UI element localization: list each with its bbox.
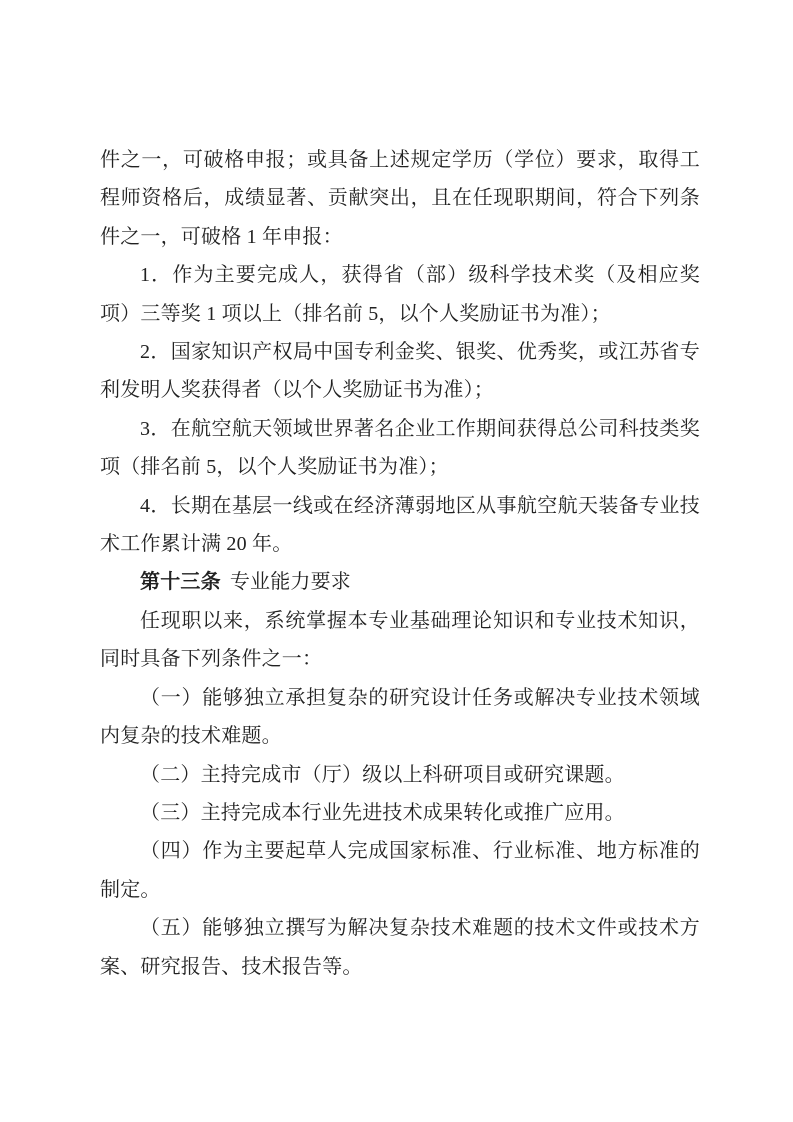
clause-item-5: （五）能够独立撰写为解决复杂技术难题的技术文件或技术方案、研究报告、技术报告等。 — [100, 917, 700, 978]
continuation-paragraph: 件之一，可破格申报；或具备上述规定学历（学位）要求，取得工程师资格后，成绩显著、贡献突出，且在任现职期间，符合下列条件之一，可破格 1 年申报： — [100, 149, 700, 248]
body-paragraph: 任现职以来，系统掌握本专业基础理论知识和专业技术知识，同时具备下列条件之一： — [100, 609, 700, 671]
numbered-item-4: 4．长期在基层一线或在经济薄弱地区从事航空航天装备专业技术工作累计满 20 年。 — [100, 494, 700, 556]
numbered-item-2: 2．国家知识产权局中国专利金奖、银奖、优秀奖，或江苏省专利发明人奖获得者（以个人奖励证书为准）； — [100, 341, 700, 402]
article-title: 专业能力要求 — [229, 571, 352, 594]
article-heading — [100, 563, 700, 601]
clause-item-1: （一）能够独立承担复杂的研究设计任务或解决专业技术领域内复杂的技术难题。 — [100, 686, 700, 748]
clause-item-2: （二）主持完成市（厅）级以上科研项目或研究课题。 — [140, 763, 625, 786]
clause-item-4: （四）作为主要起草人完成国家标准、行业标准、地方标准的制定。 — [100, 840, 700, 901]
document-text-block — [100, 141, 700, 986]
numbered-item-1: 1．作为主要完成人，获得省（部）级科学技术奖（及相应奖项）三等奖 1 项以上（排名前 5，以个人奖励证书为准）； — [100, 264, 700, 325]
article-number: 第十三条 — [140, 571, 221, 594]
numbered-item-3: 3．在航空航天领域世界著名企业工作期间获得总公司科技类奖项（排名前 5，以个人奖励证书为准）； — [100, 417, 700, 479]
clause-item-3: （三）主持完成本行业先进技术成果转化或推广应用。 — [140, 801, 625, 824]
